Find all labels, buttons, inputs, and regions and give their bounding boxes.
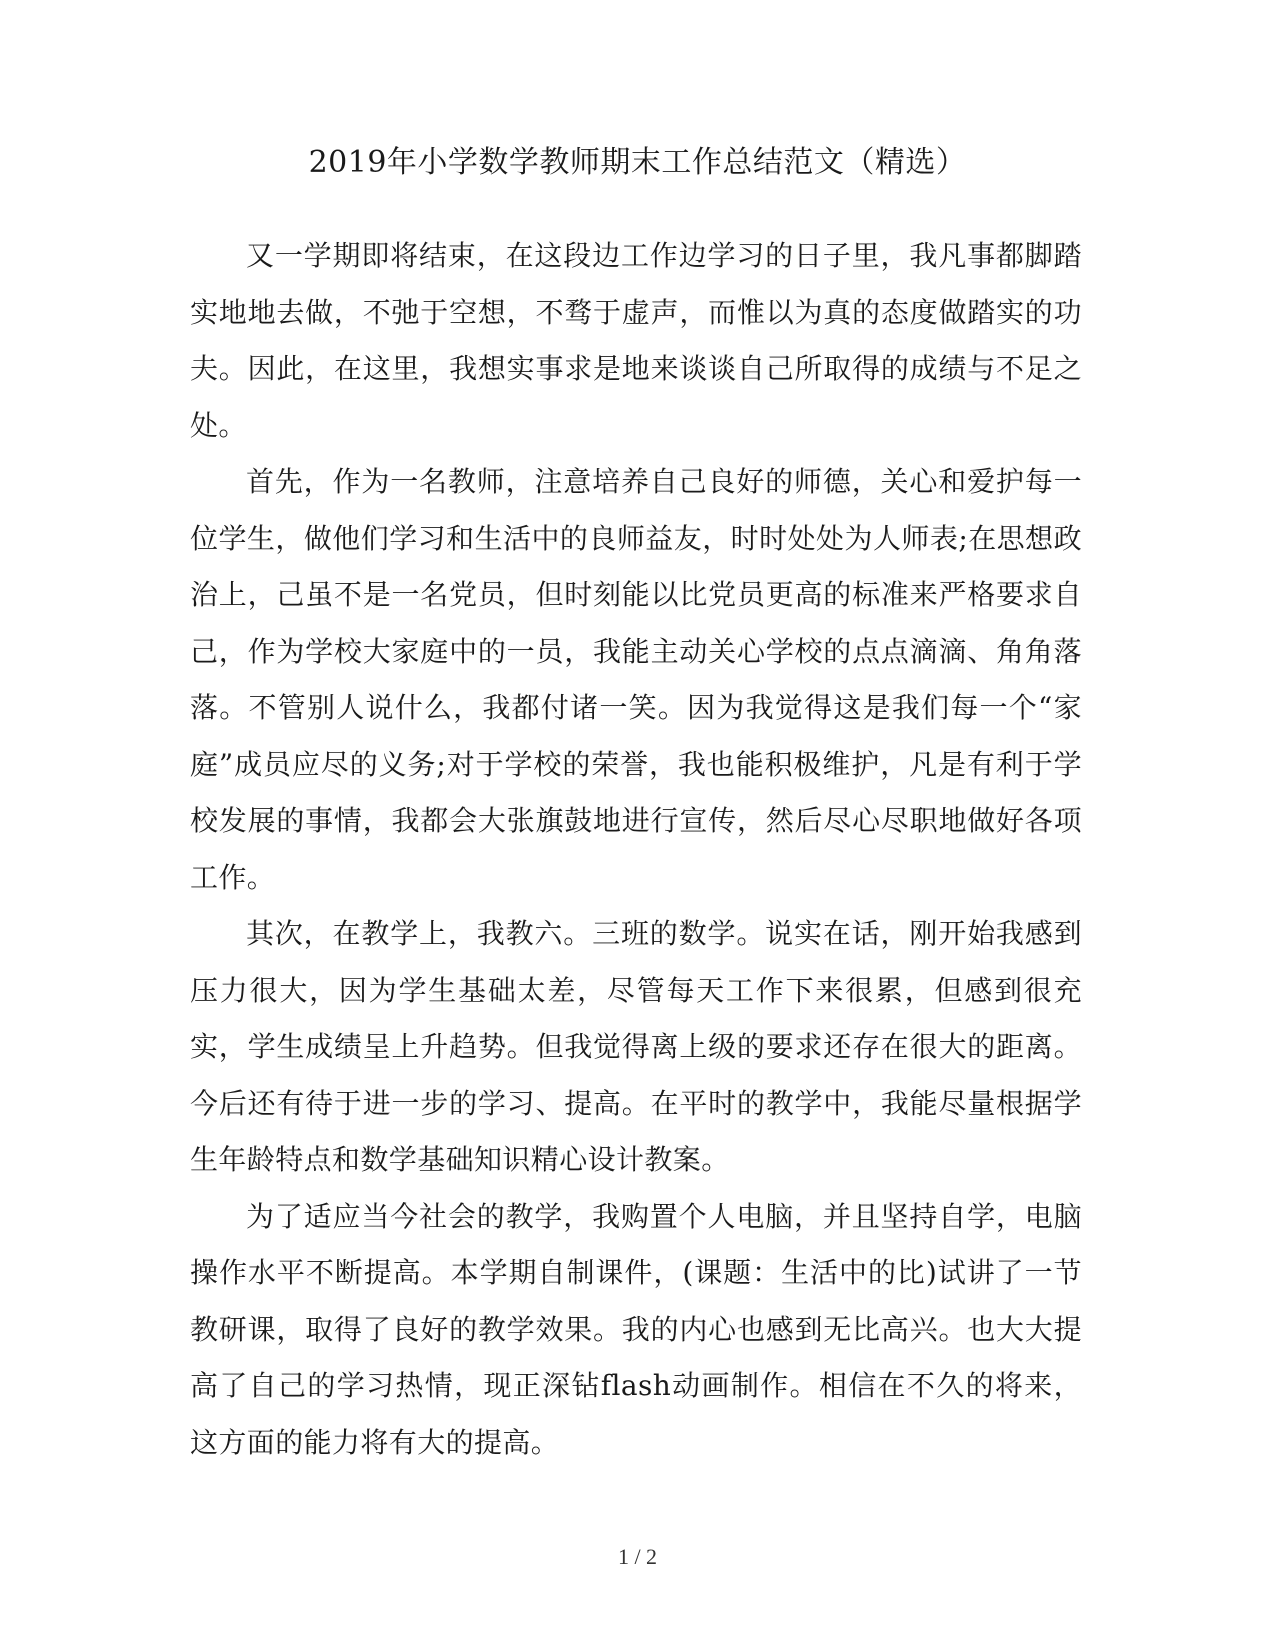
page-title: 2019年小学数学教师期末工作总结范文（精选）	[308, 145, 967, 180]
document-body	[190, 228, 1082, 1471]
paragraph-ethics: 首先，作为一名教师，注意培养自己良好的师德，关心和爱护每一位学生，做他们学习和生活中的良师益友，时时处处为人师表;在思想政治上，己虽不是一名党员，但时刻能以比党员更高的标准来严格要求自己，作为学校大家庭中的一员，我能主动关心学校的点点滴滴、角角落落。不管别人说什么，我都付诸一笑。因为我觉得这是我们每一个“家庭”成员应尽的义务;对于学校的荣誉，我也能积极维护，凡是有利于学校发展的事情，我都会大张旗鼓地进行宣传，然后尽心尽职地做好各项工作。	[190, 465, 1082, 894]
paragraph-teaching: 其次，在教学上，我教六。三班的数学。说实在话，刚开始我感到压力很大，因为学生基础太差，尽管每天工作下来很累，但感到很充实，学生成绩呈上升趋势。但我觉得离上级的要求还存在很大的距离。今后还有待于进一步的学习、提高。在平时的教学中，我能尽量根据学生年龄特点和数学基础知识精心设计教案。	[190, 917, 1082, 1176]
paragraph-intro: 又一学期即将结束，在这段边工作边学习的日子里，我凡事都脚踏实地地去做，不弛于空想，不骛于虚声，而惟以为真的态度做踏实的功夫。因此，在这里，我想实事求是地来谈谈自己所取得的成绩与不足之处。	[190, 239, 1082, 442]
paragraph-computer-skills: 为了适应当今社会的教学，我购置个人电脑，并且坚持自学，电脑操作水平不断提高。本学期自制课件，(课题：生活中的比)试讲了一节教研课，取得了良好的教学效果。我的内心也感到无比高兴。也大大提高了自己的学习热情，现正深钻flash动画制作。相信在不久的将来，这方面的能力将有大的提高。	[190, 1199, 1082, 1459]
page-number: 1 / 2	[617, 1544, 658, 1569]
